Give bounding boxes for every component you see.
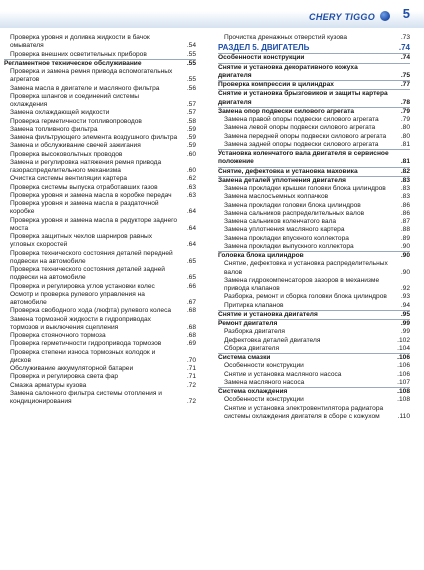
toc-entry-title: РАЗДЕЛ 5. ДВИГАТЕЛЬ: [218, 43, 310, 53]
toc-entry-title: Снятие, дефектовка и установка маховика: [218, 167, 358, 175]
toc-entry-title: Проверка герметичности топливопроводов: [10, 117, 142, 125]
toc-entry: [214, 337, 410, 345]
toc-entry: [0, 109, 196, 117]
toc-page-number: .93: [400, 293, 410, 301]
toc-entry: [0, 85, 196, 93]
page-header: [0, 0, 424, 34]
toc-page-number: .68: [186, 332, 196, 339]
toc-entry: [0, 316, 196, 333]
toc-entry-title: Проверка стояночного тормоза: [10, 332, 106, 339]
toc-entry-title: Замена сальников коленчатого вала: [224, 218, 337, 225]
section-heading: [214, 42, 410, 53]
toc-page-number: .78: [400, 98, 410, 106]
toc-page-number: .81: [400, 158, 410, 166]
toc-entry: [0, 365, 196, 373]
toc-entry-title: Замена сальников распределительных валов: [224, 209, 365, 217]
toc-page-number: .74: [398, 43, 410, 53]
toc-entry-title: Особенности конструкции: [224, 396, 304, 404]
toc-chapter-entry: [214, 354, 410, 362]
toc-entry: [214, 243, 410, 251]
toc-page-number: .56: [186, 84, 196, 92]
toc-entry: [214, 379, 410, 387]
toc-page-number: .75: [400, 71, 410, 79]
toc-page-number: .58: [186, 117, 196, 125]
toc-page-number: .71: [186, 373, 196, 381]
toc-entry-title: Проверка внешних осветительных приборов: [10, 50, 147, 58]
toc-entry-title: Снятие и установка брызговиков и защиты картера двигателя: [218, 90, 388, 106]
toc-entry-title: Замена прокладки головки блока цилиндров: [224, 201, 361, 209]
toc-entry-title: Регламентное техническое обслуживание: [4, 59, 142, 67]
toc-entry: [0, 134, 196, 142]
toc-chapter-entry: [214, 54, 410, 62]
toc-entry: [214, 202, 410, 210]
toc-page-number: .106: [397, 362, 410, 370]
toc-entry-title: Проверка высоковольтных проводов: [10, 150, 123, 158]
toc-entry-title: Замена и регулировка натяжения ремня привода газораспределительного механизма: [10, 158, 162, 174]
toc-entry: [0, 283, 196, 291]
toc-page-number: .86: [400, 201, 410, 209]
toc-entry-title: Проверка технического состояния деталей передней подвески на автомобиле: [10, 249, 173, 265]
toc-page-number: .104: [397, 344, 410, 352]
toc-page-number: .59: [186, 125, 196, 133]
toc-entry-title: Замена топливного фильтра: [10, 125, 98, 133]
toc-page-number: .83: [400, 185, 410, 192]
toc-entry-title: Смазка арматуры кузова: [10, 381, 87, 389]
toc-entry: [214, 193, 410, 201]
toc-entry-title: Проверка технического состояния деталей задней подвески на автомобиле: [10, 266, 165, 282]
toc-entry: [0, 291, 196, 308]
toc-entry-title: Замена прокладки впускного коллектора: [224, 234, 349, 242]
toc-entry-title: Осмотр и проверка рулевого управления на автомобиле: [10, 290, 145, 306]
toc-entry-title: Проверка системы выпуска отработавших газов: [10, 183, 158, 191]
toc-entry-title: Снятие, дефектовка и установка распределительных валов: [224, 260, 388, 276]
toc-entry-title: Замена передней опоры подвески силового агрегата: [224, 132, 387, 140]
toc-page-number: .60: [186, 167, 196, 174]
page-number: 5: [402, 6, 410, 21]
toc-chapter-entry: [214, 320, 410, 328]
toc-page-number: .88: [400, 226, 410, 234]
toc-entry-title: Замена масляного насоса: [224, 378, 305, 386]
toc-page-number: .67: [186, 299, 196, 306]
brand-label: CHERY TIGGO: [309, 12, 375, 22]
toc-entry: [214, 260, 410, 277]
toc-page-number: .59: [186, 134, 196, 141]
toc-entry: [0, 200, 196, 217]
toc-chapter-entry: [214, 150, 410, 167]
toc-page-number: .99: [400, 320, 410, 327]
toc-entry-title: Замена охлаждающей жидкости: [10, 109, 110, 117]
toc-entry-title: Обслуживание аккумуляторной батареи: [10, 365, 134, 372]
toc-chapter-entry: [214, 64, 410, 81]
toc-page-number: .110: [397, 412, 410, 420]
toc-page-number: .82: [400, 167, 410, 175]
toc-page-number: .64: [186, 208, 196, 216]
toc-page-number: .72: [186, 381, 196, 389]
toc-entry-title: Система охлаждения: [218, 388, 288, 395]
toc-chapter-entry: [0, 60, 196, 68]
toc-page-number: .89: [400, 234, 410, 242]
toc-entry-title: Проверка защитных чехлов шарниров равных угловых скоростей: [10, 233, 153, 249]
toc-page-number: .77: [400, 81, 410, 88]
toc-page-number: .64: [186, 224, 196, 232]
toc-entry-title: Замена гидрокомпенсаторов зазоров в механизме привода клапанов: [224, 276, 380, 292]
toc-page-number: .68: [186, 307, 196, 315]
toc-entry-title: Проверка и регулировка углов установки колес: [10, 282, 155, 290]
toc-entry: [214, 218, 410, 226]
toc-entry-title: Снятие и установка двигателя: [218, 310, 318, 318]
toc-page-number: .92: [400, 285, 410, 292]
toc-page-number: .55: [186, 59, 196, 67]
toc-entry: [214, 362, 410, 370]
toc-entry: [0, 217, 196, 234]
toc-entry: [0, 382, 196, 390]
toc-entry-title: Очистка системы вентиляции картера: [10, 175, 128, 183]
toc-entry: [214, 226, 410, 234]
toc-entry-title: Замена и обслуживание свечей зажигания: [10, 142, 141, 150]
toc-entry: [0, 151, 196, 159]
toc-entry-title: Замена тормозной жидкости в гидроприводах тормозов и выключения сцепления: [10, 315, 151, 331]
toc-entry: [0, 34, 196, 51]
toc-entry-title: Ремонт двигателя: [218, 320, 278, 327]
toc-entry: [0, 250, 196, 267]
toc-page-number: .66: [186, 282, 196, 290]
toc-page-number: .90: [400, 268, 410, 276]
toc-left-column: [0, 34, 210, 406]
toc-entry: [0, 51, 196, 59]
toc-page-number: .86: [400, 209, 410, 217]
toc-entry-title: Замена опор подвески силового агрегата: [218, 107, 355, 115]
toc-page-number: .60: [186, 150, 196, 158]
toc-entry-title: Проверка уровня и доливка жидкости в бачок омывателя: [10, 34, 150, 50]
toc-entry: [214, 371, 410, 379]
toc-entry-title: Проверка герметичности гидропривода тормозов: [10, 340, 162, 348]
toc-entry: [0, 184, 196, 192]
toc-chapter-entry: [214, 177, 410, 185]
toc-entry: [214, 328, 410, 336]
toc-entry: [214, 141, 410, 149]
toc-entry-title: Проверка компрессии в цилиндрах: [218, 81, 334, 88]
toc-entry-title: Разборка двигателя: [224, 328, 285, 336]
toc-page-number: .62: [186, 175, 196, 183]
toc-entry-title: Проверка уровня и замена масла в редукторе заднего моста: [10, 216, 178, 232]
toc-entry: [0, 349, 196, 366]
toc-entry: [214, 345, 410, 353]
toc-entry: [214, 116, 410, 124]
toc-page-number: .83: [400, 193, 410, 201]
toc-entry: [0, 68, 196, 85]
toc-entry-title: Замена салонного фильтра системы отопления и кондиционирования: [10, 389, 162, 405]
toc-entry: [214, 396, 410, 404]
toc-entry: [0, 332, 196, 340]
toc-entry: [0, 390, 196, 407]
toc-page-number: .57: [186, 101, 196, 108]
toc-entry-title: Разборка, ремонт и сборка головки блока цилиндров: [224, 293, 387, 301]
toc-entry: [0, 233, 196, 250]
toc-entry-title: Замена масла в двигателе и масляного фильтра: [10, 84, 160, 92]
toc-page-number: .81: [400, 140, 410, 148]
toc-entry-title: Проверка степени износа тормозных колодок и дисков: [10, 348, 156, 364]
toc-entry-title: Особенности конструкции: [224, 362, 304, 370]
toc-page-number: .54: [186, 42, 196, 50]
toc-entry-title: Замена задней опоры подвески силового агрегата: [224, 140, 379, 148]
toc-page-number: .68: [186, 323, 196, 331]
toc-entry: [214, 302, 410, 310]
toc-entry: [214, 124, 410, 132]
toc-entry: [214, 405, 410, 422]
toc-page-number: .72: [186, 398, 196, 405]
toc-page-number: .83: [400, 176, 410, 184]
toc-page-number: .94: [400, 301, 410, 309]
toc-page-number: .90: [400, 242, 410, 250]
toc-entry-title: Снятие и установка масляного насоса: [224, 370, 342, 378]
toc-entry-title: Замена уплотнения масляного картера: [224, 226, 345, 234]
toc-entry: [0, 175, 196, 183]
toc-chapter-entry: [214, 81, 410, 89]
toc-entry-title: Головка блока цилиндров: [218, 252, 304, 259]
toc-entry: [214, 34, 410, 42]
toc-page-number: .99: [400, 328, 410, 336]
toc-entry: [0, 118, 196, 126]
toc-page-number: .63: [186, 191, 196, 199]
toc-entry: [0, 373, 196, 381]
toc-page-number: .80: [400, 132, 410, 140]
toc-entry-title: Проверка свободного хода (люфта) рулевого колеса: [10, 307, 172, 315]
toc-page-number: .90: [400, 252, 410, 259]
toc-chapter-entry: [214, 108, 410, 116]
toc-page-number: .70: [186, 356, 196, 364]
toc-entry: [0, 266, 196, 283]
toc-entry-title: Проверка шлангов и соединений системы охлаждения: [10, 92, 139, 108]
toc-entry-title: Прочистка дренажных отверстий кузова: [224, 34, 348, 41]
toc-page-number: .65: [186, 257, 196, 265]
toc-entry-title: Замена фильтрующего элемента воздушного фильтра: [10, 134, 178, 141]
toc-page-number: .63: [186, 183, 196, 191]
toc-page-number: .80: [400, 124, 410, 132]
toc-entry: [0, 142, 196, 150]
toc-entry: [214, 210, 410, 218]
toc-entry-title: Проверка и замена ремня привода вспомогательных агрегатов: [10, 68, 173, 84]
toc-entry: [214, 133, 410, 141]
toc-page-number: .64: [186, 241, 196, 249]
toc-entry-title: Особенности конструкции: [218, 54, 305, 62]
toc-entry-title: Снятие и установка декоративного кожуха двигателя: [218, 63, 358, 79]
toc-page-number: .79: [400, 107, 410, 115]
toc-entry-title: Проверка уровня и замена масла в раздаточной коробке: [10, 200, 159, 216]
toc-entry: [0, 307, 196, 315]
toc-entry: [0, 340, 196, 348]
toc-entry-title: Замена прокладки выпускного коллектора: [224, 242, 354, 250]
toc-page-number: .74: [400, 54, 410, 62]
toc-entry-title: Замена деталей уплотнения двигателя: [218, 176, 346, 184]
brand-dot-icon: [380, 11, 390, 21]
toc-entry-title: Сборка двигателя: [224, 344, 280, 352]
toc-page-number: .106: [397, 370, 410, 378]
toc-entry: [214, 235, 410, 243]
toc-entry: [214, 293, 410, 301]
toc-page-number: .87: [400, 218, 410, 225]
toc-page-number: .65: [186, 274, 196, 282]
toc-chapter-entry: [214, 388, 410, 396]
toc-entry-title: Замена левой опоры подвески силового агрегата: [224, 124, 376, 132]
toc-entry: [0, 93, 196, 110]
toc-page-number: .59: [186, 142, 196, 150]
toc-chapter-entry: [214, 252, 410, 260]
toc-page-number: .57: [186, 109, 196, 117]
toc-page-number: .69: [186, 340, 196, 348]
toc-page-number: .73: [400, 34, 410, 41]
toc-entry-title: Замена маслосъемных колпачков: [224, 193, 329, 201]
toc-page-number: .71: [186, 365, 196, 372]
toc-page-number: .95: [400, 310, 410, 318]
toc-entry: [0, 192, 196, 200]
toc-chapter-entry: [214, 168, 410, 176]
toc-page-number: .107: [397, 378, 410, 386]
toc-entry: [214, 185, 410, 193]
toc-page-number: .79: [400, 116, 410, 123]
toc-page-number: .102: [397, 336, 410, 344]
toc-entry: [214, 277, 410, 294]
toc-entry-title: Установка коленчатого вала двигателя в сервисное положение: [218, 150, 389, 166]
toc-right-column: [214, 34, 424, 421]
toc-entry: [0, 126, 196, 134]
toc-chapter-entry: [214, 90, 410, 107]
toc-chapter-entry: [214, 311, 410, 319]
toc-entry-title: Проверка уровня и замена масла в коробке передач: [10, 191, 172, 199]
toc-page-number: .108: [397, 388, 410, 395]
toc-entry-title: Дефектовка деталей двигателя: [224, 336, 321, 344]
toc-entry: [0, 159, 196, 176]
toc-entry-title: Снятие и установка электровентилятора радиатора системы охлаждения двигателя в сборе с кожухом: [224, 404, 384, 420]
toc-entry-title: Замена правой опоры подвески силового агрегата: [224, 116, 379, 123]
toc-entry-title: Притирка клапанов: [224, 301, 284, 309]
toc-page-number: .106: [397, 354, 410, 361]
toc-page-number: .55: [186, 76, 196, 84]
toc-page-number: .108: [397, 396, 410, 404]
toc-page-number: .55: [186, 50, 196, 58]
toc-entry-title: Замена прокладки крышки головки блока цилиндров: [224, 185, 386, 192]
toc-entry-title: Проверка и регулировка света фар: [10, 373, 119, 381]
toc-entry-title: Система смазки: [218, 354, 271, 361]
